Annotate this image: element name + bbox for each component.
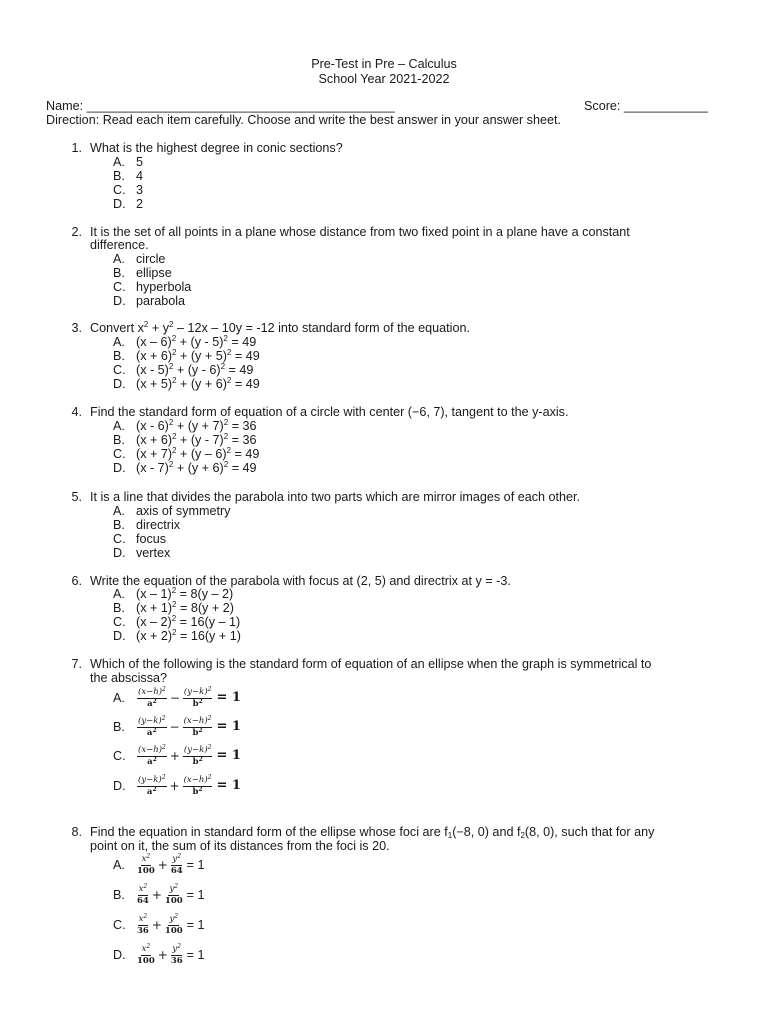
option-c: C. $x^2$ 36 + $\frac{y^2}{100}$ = 1 — [113, 912, 205, 936]
question-text-line-1: It is the set of all points in a plane whose distance from two fixed point in a plane have a constant — [90, 225, 630, 239]
option-b: B. 4 — [113, 169, 144, 183]
option-b: B. directrix — [113, 518, 181, 532]
question-text-line-1: Find the equation in standard form of the ellipse whose foci are $f_1(-8$, 0) and $f_2(8$, 0), such that for any — [90, 825, 655, 840]
name-label: Name: — [46, 99, 84, 113]
option-c: C. $(x + 7)^2 + (y - 6)^2 = 49$ — [113, 446, 260, 461]
option-d: D. $(x - 7)^2 + (y + 6)^2 = 49$ — [113, 460, 257, 475]
question-text: Write the equation of the parabola with focus at (2, 5) and directrix at y = -3. — [90, 574, 511, 588]
score-label: Score: — [584, 99, 621, 113]
option-d: D. $(y-k)^2$ $a^2$ + $\frac{(x-h)^2}{b^2}$ = 1 — [113, 773, 241, 797]
question-text: What is the highest degree in conic sections? — [90, 141, 343, 155]
question-number: 4. — [71, 405, 82, 419]
option-a: A. (x – 1)$^2$ = 8(y – 2) — [113, 586, 234, 601]
question-text-line-1: Which of the following is the standard form of equation of an ellipse when the graph is symmetrical to — [90, 657, 652, 671]
question-text: Convert $x^2 + y^2 - 12x - 10y = -12$ into standard form of the equation. — [90, 320, 470, 335]
question-number: 5. — [71, 490, 82, 504]
option-a: A. (x – 6)$^2$ + (y - 5)$^2$ = 49 — [113, 334, 257, 349]
option-d: D. $(x + 5)^2 + (y + 6)^2 = 49$ — [113, 376, 260, 391]
option-d: D. $(x + 2)^2 = 16(y + 1)$ — [113, 628, 241, 643]
option-c: C. (x – 2)$^2$ = 16(y – 1) — [113, 614, 241, 629]
option-d: D. vertex — [113, 546, 171, 560]
option-a: A. 5 — [113, 155, 144, 169]
option-c: C. hyperbola — [113, 280, 192, 294]
question-text-line-2: the abscissa? — [90, 671, 168, 685]
option-b: B. $x^2$ 64 + $\frac{y^2}{100}$ = 1 — [113, 882, 205, 906]
question-number: 1. — [71, 141, 82, 155]
option-d: D. 2 — [113, 197, 144, 211]
option-b: B. $(y-k)^2$ $a^2$ − $\frac{(x-h)^2}{b^2}$ = 1 — [113, 714, 241, 738]
option-c: C. (x - 5)$^2$ + (y - 6)$^2$ = 49 — [113, 362, 254, 377]
option-a: A. $x^2$ 100 + $\frac{y^2}{64}$ = 1 — [113, 852, 205, 876]
option-d: D. $x^2$ 100 + $\frac{y^2}{36}$ = 1 — [113, 942, 205, 966]
option-a: A. $(x-h)^2$ $a^2$ − $\frac{(y-k)^2}{b^2}$ = 1 — [113, 685, 241, 709]
option-c: C. 3 — [113, 183, 144, 197]
option-a: A. $(x - 6)^2 + (y + 7)^2 = 36$ — [113, 418, 257, 433]
question-number: 3. — [71, 321, 82, 335]
question-text-line-2: point on it, the sum of its distances from the foci is 20. — [90, 839, 390, 853]
option-b: B. $(x + 6)^2 + (y + 5)^2 = 49$ — [113, 348, 260, 363]
name-line — [46, 99, 395, 113]
option-b: B. $(x + 1)^2 = 8(y + 2)$ — [113, 600, 234, 615]
question-number: 2. — [71, 225, 82, 239]
option-b: B. ellipse — [113, 266, 172, 280]
option-c: C. focus — [113, 532, 167, 546]
option-c: C. $(x-h)^2$ $a^2$ + $\frac{(y-k)^2}{b^2}$ = 1 — [113, 743, 241, 767]
question-number: 7. — [71, 657, 82, 671]
name-blank: ____________________________________________ — [86, 99, 395, 113]
school-year: School Year 2021-2022 — [318, 72, 450, 86]
page-title: Pre-Test in Pre – Calculus — [311, 57, 457, 71]
option-a: A. circle — [113, 252, 166, 266]
direction-text: Direction: Read each item carefully. Choose and write the best answer in your answer sheet. — [46, 113, 561, 127]
question-number: 6. — [71, 574, 82, 588]
question-text: It is a line that divides the parabola into two parts which are mirror images of each other. — [90, 490, 581, 504]
score-blank: ____________ — [623, 99, 708, 113]
score-line — [584, 99, 708, 113]
option-b: B. $(x + 6)^2 + (y - 7)^2 = 36$ — [113, 432, 257, 447]
question-text: Find the standard form of equation of a circle with center (−6, 7), tangent to the y-axis. — [90, 405, 569, 419]
question-number: 8. — [71, 825, 82, 839]
question-text-line-2: difference. — [90, 238, 149, 252]
option-a: A. axis of symmetry — [113, 504, 231, 518]
option-d: D. parabola — [113, 294, 186, 308]
